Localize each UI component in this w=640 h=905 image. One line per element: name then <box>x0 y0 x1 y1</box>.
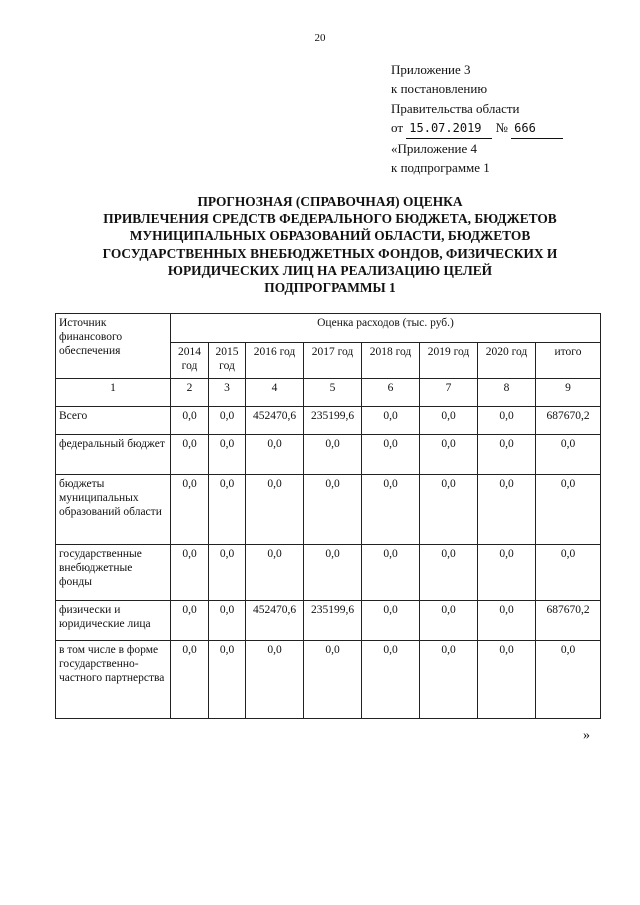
closing-quote: » <box>583 728 590 743</box>
value-cell: 0,0 <box>362 435 420 475</box>
value-cell: 0,0 <box>246 641 304 719</box>
column-number: 8 <box>478 379 536 407</box>
year-header: 2019 год <box>420 343 478 379</box>
table-row <box>56 545 601 601</box>
table-row <box>56 435 601 475</box>
title-line: ПОДПРОГРАММЫ 1 <box>264 280 396 296</box>
value-cell: 0,0 <box>209 435 246 475</box>
table-row <box>56 601 601 641</box>
value-cell: 0,0 <box>362 407 420 435</box>
value-cell: 0,0 <box>171 435 209 475</box>
page-number: 20 <box>314 32 326 44</box>
column-number: 6 <box>362 379 420 407</box>
attachment-line-1: Приложение 3 <box>391 62 471 77</box>
title-line: ПРИВЛЕЧЕНИЯ СРЕДСТВ ФЕДЕРАЛЬНОГО БЮДЖЕТА, БЮДЖЕТОВ <box>103 211 557 227</box>
value-cell: 452470,6 <box>246 601 304 641</box>
table-row <box>56 641 601 719</box>
value-cell: 0,0 <box>536 475 601 545</box>
attachment-block <box>391 60 563 178</box>
value-cell: 0,0 <box>420 475 478 545</box>
value-cell: 0,0 <box>246 475 304 545</box>
year-header: 2017 год <box>304 343 362 379</box>
title-line: ГОСУДАРСТВЕННЫХ ВНЕБЮДЖЕТНЫХ ФОНДОВ, ФИЗИЧЕСКИХ И <box>102 245 558 261</box>
decree-date: 15.07.2019 <box>406 119 492 139</box>
date-prefix: от <box>391 119 404 135</box>
value-cell: 0,0 <box>209 545 246 601</box>
estimate-header: Оценка расходов (тыс. руб.) <box>171 314 601 343</box>
title-line: МУНИЦИПАЛЬНЫХ ОБРАЗОВАНИЙ ОБЛАСТИ, БЮДЖЕТОВ <box>129 228 531 244</box>
attachment-line-6: к подпрограмме 1 <box>391 160 490 176</box>
value-cell: 0,0 <box>420 407 478 435</box>
column-number: 7 <box>420 379 478 407</box>
value-cell: 0,0 <box>536 641 601 719</box>
value-cell: 0,0 <box>209 641 246 719</box>
number-prefix: № <box>495 119 508 135</box>
column-number: 2 <box>171 379 209 407</box>
value-cell: 0,0 <box>478 601 536 641</box>
value-cell: 0,0 <box>362 475 420 545</box>
value-cell: 0,0 <box>420 435 478 475</box>
value-cell: 0,0 <box>362 641 420 719</box>
attachment-line-3: Правительства области <box>391 100 520 116</box>
source-cell: бюджеты муниципальных образований области <box>56 475 171 545</box>
source-cell: федеральный бюджет <box>56 435 171 475</box>
value-cell: 0,0 <box>171 641 209 719</box>
source-cell: государственные внебюджетные фонды <box>56 545 171 601</box>
year-header: 2014 год <box>171 343 209 379</box>
value-cell: 235199,6 <box>304 407 362 435</box>
value-cell: 0,0 <box>478 407 536 435</box>
title-line: ПРОГНОЗНАЯ (СПРАВОЧНАЯ) ОЦЕНКА <box>197 194 463 209</box>
value-cell: 0,0 <box>304 475 362 545</box>
value-cell: 0,0 <box>478 641 536 719</box>
year-header: 2016 год <box>246 343 304 379</box>
value-cell: 0,0 <box>171 601 209 641</box>
value-cell: 0,0 <box>362 601 420 641</box>
value-cell: 687670,2 <box>536 407 601 435</box>
table-row <box>56 407 601 435</box>
year-header: 2020 год <box>478 343 536 379</box>
value-cell: 0,0 <box>209 407 246 435</box>
value-cell: 0,0 <box>420 545 478 601</box>
value-cell: 235199,6 <box>304 601 362 641</box>
decree-number: 666 <box>511 119 563 139</box>
column-number: 5 <box>304 379 362 407</box>
value-cell: 0,0 <box>304 545 362 601</box>
title-line: ЮРИДИЧЕСКИХ ЛИЦ НА РЕАЛИЗАЦИЮ ЦЕЛЕЙ <box>167 262 493 278</box>
year-header: итого <box>536 343 601 379</box>
value-cell: 0,0 <box>420 641 478 719</box>
attachment-date-line <box>391 118 563 139</box>
table-row <box>56 475 601 545</box>
financing-table <box>55 313 601 719</box>
value-cell: 0,0 <box>478 545 536 601</box>
value-cell: 0,0 <box>536 545 601 601</box>
value-cell: 0,0 <box>536 435 601 475</box>
source-cell: Всего <box>56 407 171 435</box>
value-cell: 0,0 <box>420 601 478 641</box>
value-cell: 0,0 <box>478 475 536 545</box>
value-cell: 0,0 <box>171 407 209 435</box>
value-cell: 0,0 <box>209 475 246 545</box>
value-cell: 0,0 <box>478 435 536 475</box>
value-cell: 0,0 <box>209 601 246 641</box>
column-number: 4 <box>246 379 304 407</box>
column-number: 3 <box>209 379 246 407</box>
year-header: 2018 год <box>362 343 420 379</box>
value-cell: 452470,6 <box>246 407 304 435</box>
source-cell: физически и юридические лица <box>56 601 171 641</box>
year-header: 2015 год <box>209 343 246 379</box>
attachment-line-2: к постановлению <box>391 81 488 97</box>
value-cell: 0,0 <box>362 545 420 601</box>
value-cell: 0,0 <box>304 641 362 719</box>
value-cell: 0,0 <box>171 475 209 545</box>
source-cell: в том числе в форме государственно-частного партнерства <box>56 641 171 719</box>
value-cell: 687670,2 <box>536 601 601 641</box>
value-cell: 0,0 <box>246 545 304 601</box>
value-cell: 0,0 <box>304 435 362 475</box>
value-cell: 0,0 <box>171 545 209 601</box>
attachment-line-5: «Приложение 4 <box>391 141 478 157</box>
column-number: 1 <box>56 379 171 407</box>
source-header: Источник финансового обеспечения <box>56 314 171 379</box>
value-cell: 0,0 <box>246 435 304 475</box>
document-title <box>40 193 620 296</box>
column-number: 9 <box>536 379 601 407</box>
